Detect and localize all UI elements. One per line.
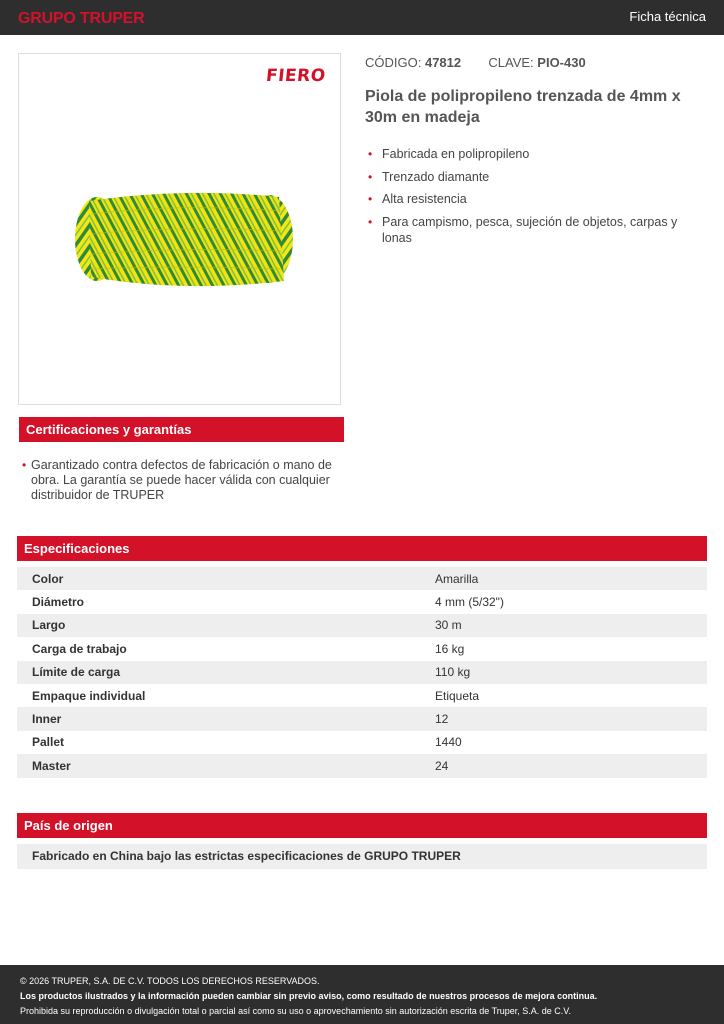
table-row — [17, 661, 707, 684]
warranty-text: • Garantizado contra defectos de fabricación o mano de obra. La garantía se puede hacer válida con cualquier distribuidor de TRUPER — [22, 458, 332, 502]
spec-value: 4 mm (5/32") — [435, 595, 504, 610]
feature-item: • Fabricada en polipropileno — [368, 147, 530, 161]
product-title: Piola de polipropileno trenzada de 4mm x 30m en madeja — [365, 88, 681, 126]
feature-item: • Trenzado diamante — [368, 169, 490, 184]
table-row — [17, 731, 707, 754]
spec-value: 16 kg — [435, 641, 465, 656]
especificaciones-heading: Especificaciones — [17, 536, 707, 561]
codigo-label: CÓDIGO: — [365, 55, 422, 70]
reproduction-notice: Prohibida su reproducción o divulgación total o parcial así como su uso o aprovechamiento sin autorización escrita de Truper, S.A. de C.V. — [20, 1006, 571, 1016]
bullet-icon: • — [22, 458, 27, 472]
document-type-label: Ficha técnica — [629, 9, 706, 24]
spec-value: 24 — [435, 754, 707, 777]
spec-value: 110 kg — [435, 661, 707, 684]
table-row — [17, 684, 707, 707]
bullet-icon: • — [368, 147, 373, 161]
spec-label: Empaque individual — [32, 688, 146, 703]
spec-value: Etiqueta — [435, 688, 480, 703]
copyright-text: © 2026 TRUPER, S.A. DE C.V. TODOS LOS DERECHOS RESERVADOS. — [20, 976, 320, 986]
spec-label: Color — [17, 567, 435, 590]
codigo-value: 47812 — [424, 55, 462, 70]
table-row — [17, 707, 707, 730]
footer — [0, 965, 724, 1024]
bullet-icon: • — [368, 214, 373, 229]
bullet-icon: • — [368, 169, 373, 184]
spec-label: Largo — [17, 614, 435, 637]
table-row — [17, 567, 707, 590]
fiero-brand-logo: FIERO — [265, 66, 328, 86]
spec-label: Pallet — [32, 735, 65, 750]
feature-item: • Para campismo, pesca, sujeción de objetos, carpas y lonas — [368, 214, 678, 245]
feature-item: • Alta resistencia — [368, 192, 467, 206]
spec-value: 1440 — [435, 735, 462, 750]
rope-coil-image — [69, 189, 299, 289]
clave-label: CLAVE: — [488, 55, 534, 70]
table-row — [17, 590, 707, 613]
table-row — [17, 637, 707, 660]
feature-list — [365, 146, 710, 252]
top-bar — [0, 0, 724, 35]
product-image-frame — [18, 53, 341, 405]
product-codes — [365, 55, 586, 70]
pais-de-origen-heading: País de origen — [17, 813, 707, 838]
table-row — [17, 754, 707, 777]
bullet-icon: • — [368, 192, 373, 206]
table-row — [17, 614, 707, 637]
grupo-truper-logo: GRUPO TRUPER — [18, 10, 145, 27]
spec-label: Carga de trabajo — [32, 641, 127, 656]
specifications-table — [17, 567, 707, 778]
origin-text: Fabricado en China bajo las estrictas especificaciones de GRUPO TRUPER — [17, 844, 707, 869]
spec-value: 12 — [435, 707, 707, 730]
spec-label: Master — [17, 754, 435, 777]
disclaimer-text: Los productos ilustrados y la información pueden cambiar sin previo aviso, como resultado de nuestros procesos de mejora continua. — [20, 991, 598, 1001]
spec-value: Amarilla — [435, 567, 707, 590]
certificaciones-heading: Certificaciones y garantías — [19, 417, 344, 442]
spec-label: Límite de carga — [17, 661, 435, 684]
spec-label: Inner — [17, 707, 435, 730]
spec-label: Diámetro — [32, 595, 85, 610]
spec-value: 30 m — [435, 614, 707, 637]
clave-value: PIO-430 — [537, 55, 586, 70]
